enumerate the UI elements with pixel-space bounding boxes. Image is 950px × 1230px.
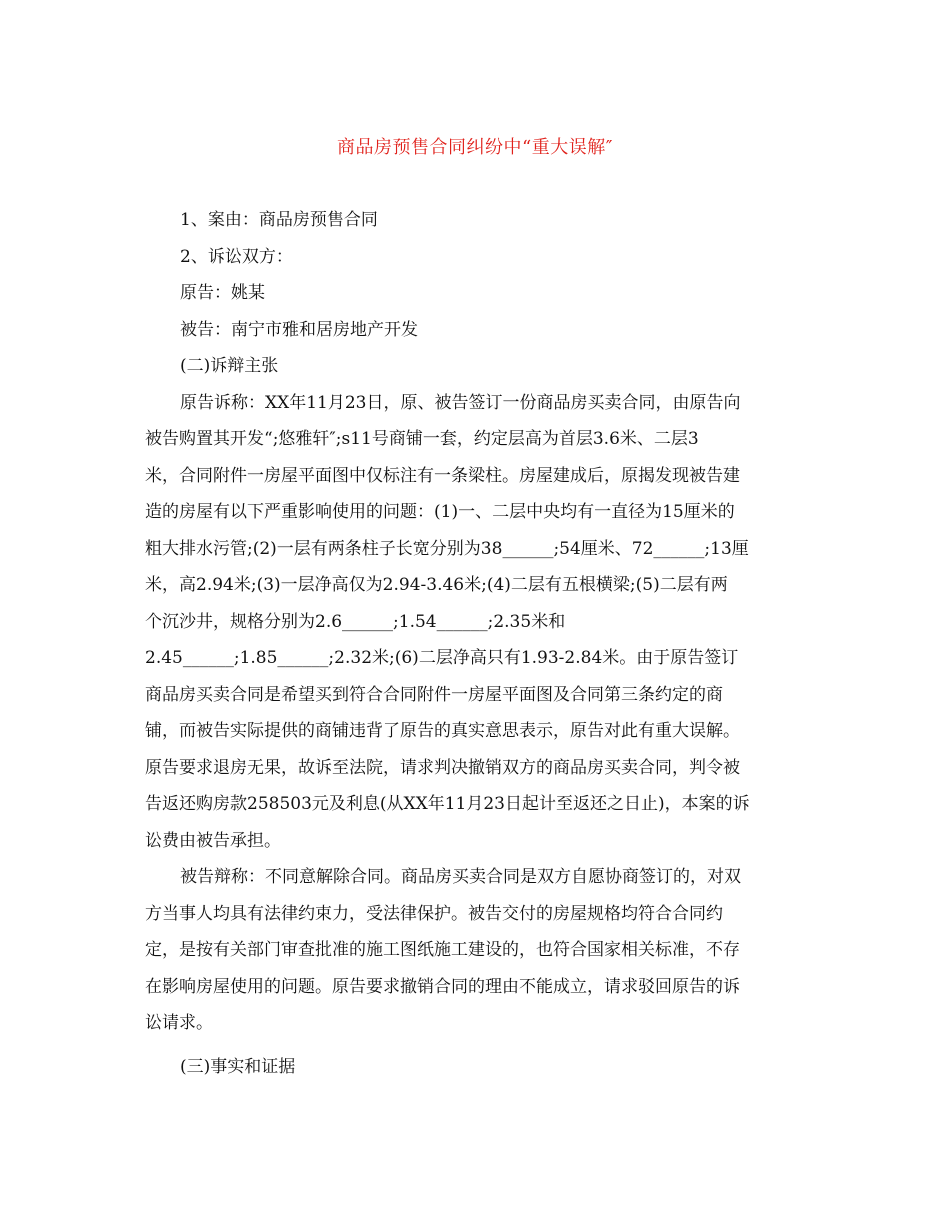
paragraph-line: 原告诉称：XX年11月23日，原、被告签订一份商品房买卖合同，由原告向 [180, 392, 741, 413]
paragraph-line: 在影响房屋使用的问题。原告要求撤销合同的理由不能成立，请求驳回原告的诉 [145, 976, 740, 997]
paragraph-line: 定，是按有关部门审查批准的施工图纸施工建设的，也符合国家相关标准，不存 [145, 940, 740, 960]
paragraph-line: 讼费由被告承担。 [145, 830, 281, 851]
paragraph-line: 造的房屋有以下严重影响使用的问题：(1)一、二层中央均有一直径为15厘米的 [145, 502, 735, 522]
paragraph-line: 告返还购房款258503元及利息(从XX年11月23日起计至返还之日止)，本案的诉 [145, 794, 750, 814]
defendant-reply-paragraph [145, 859, 810, 1042]
paragraph-line: 讼请求。 [145, 1013, 213, 1033]
paragraph-line: 方当事人均具有法律约束力，受法律保护。被告交付的房屋规格均符合合同约 [145, 903, 723, 924]
paragraph-line: 粗大排水污管;(2)一层有两条柱子长宽分别为38______;54厘米、72______;13厘 [145, 538, 749, 559]
paragraph-line: 2.45______;1.85______;2.32米;(6)二层净高只有1.93-2.84米。由于原告签订 [145, 648, 739, 668]
paragraph-line: 原告要求退房无果，故诉至法院，请求判决撤销双方的商品房买卖合同，判令被 [145, 757, 740, 778]
section-2-heading: (二)诉辩主张 [180, 356, 279, 376]
paragraph-line: 米，合同附件一房屋平面图中仅标注有一条梁柱。房屋建成后，原揭发现被告建 [145, 465, 740, 486]
document-body [145, 202, 810, 1085]
plaintiff-claim-paragraph [145, 385, 810, 860]
section-3-heading: (三)事实和证据 [180, 1056, 296, 1077]
litigants-heading: 2、诉讼双方： [180, 246, 293, 267]
plaintiff-line: 原告：姚某 [180, 283, 265, 303]
defendant-line: 被告：南宁市雅和居房地产开发 [180, 319, 418, 340]
document-title: 商品房预售合同纠纷中“重大误解″ [337, 137, 613, 158]
paragraph-line: 个沉沙井，规格分别为2.6______;1.54______;2.35米和 [145, 611, 566, 632]
paragraph-line: 商品房买卖合同是希望买到符合合同附件一房屋平面图及合同第三条约定的商 [145, 684, 723, 705]
paragraph-line: 被告辩称：不同意解除合同。商品房买卖合同是双方自愿协商签订的，对双 [180, 867, 741, 887]
paragraph-line: 米，高2.94米;(3)一层净高仅为2.94-3.46米;(4)二层有五根横梁;(5)二层有两 [145, 575, 728, 595]
paragraph-line: 铺，而被告实际提供的商铺违背了原告的真实意思表示，原告对此有重大误解。 [145, 721, 740, 741]
case-cause: 1、案由：商品房预售合同 [180, 210, 378, 230]
paragraph-line: 被告购置其开发“;悠雅轩″;s11号商铺一套，约定层高为首层3.6米、二层3 [145, 429, 699, 449]
